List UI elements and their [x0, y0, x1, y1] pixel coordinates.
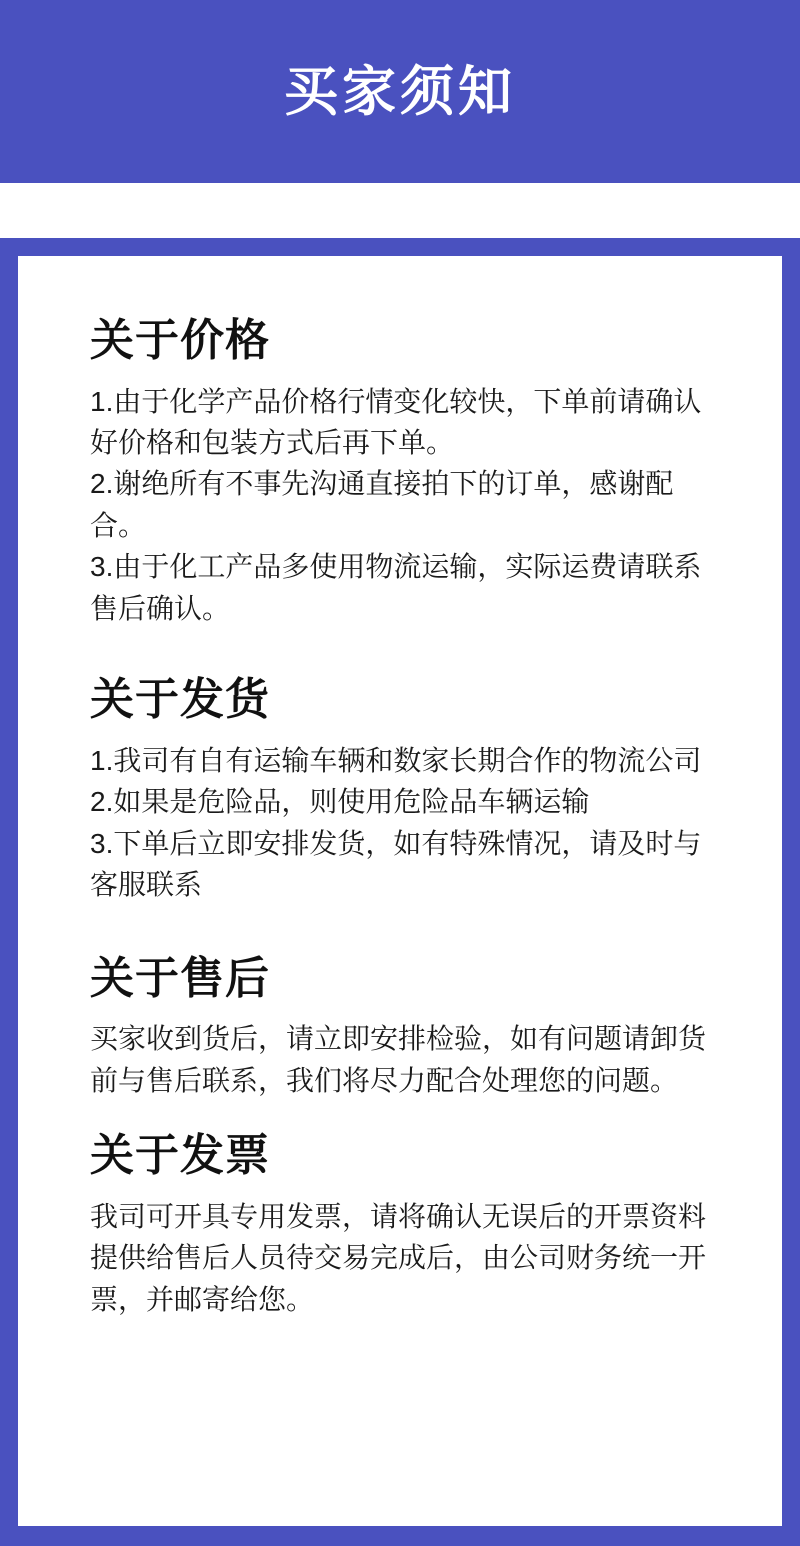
section-line: 2.谢绝所有不事先沟通直接拍下的订单，感谢配合。 [90, 468, 674, 541]
section-line: 我司可开具专用发票，请将确认无误后的开票资料提供给售后人员待交易完成后，由公司财务统一开票，并邮寄给您。 [90, 1200, 707, 1315]
content-card-frame [0, 238, 800, 1544]
section-title-about-price: 关于价格 [90, 316, 270, 365]
section-line: 1.由于化学产品价格行情变化较快，下单前请确认好价格和包装方式后再下单。 [90, 385, 702, 459]
content-card [18, 256, 782, 1526]
banner-divider-strip [0, 183, 800, 238]
section-body-about-price [90, 381, 710, 630]
section-line: 3.由于化工产品多使用物流运输，实际运费请联系售后确认。 [90, 551, 702, 624]
section-body-about-invoice [90, 1196, 710, 1320]
section-about-price [90, 316, 710, 629]
section-line: 3.下单后立即安排发货，如有特殊情况，请及时与客服联系 [90, 827, 702, 901]
section-body-about-after-sales [90, 1018, 710, 1101]
section-title-about-invoice: 关于发票 [90, 1131, 270, 1181]
page-title: 买家须知 [284, 61, 516, 122]
section-line: 买家收到货后，请立即安排检验，如有问题请卸货前与售后联系，我们将尽力配合处理您的问题。 [90, 1023, 707, 1096]
page-banner [0, 0, 800, 183]
section-about-invoice [90, 1131, 710, 1320]
section-line: 1.我司有自有运输车辆和数家长期合作的物流公司 [90, 744, 702, 776]
section-line: 2.如果是危险品，则使用危险品车辆运输 [90, 786, 590, 818]
section-title-about-shipping: 关于发货 [90, 675, 270, 725]
section-about-after-sales [90, 954, 710, 1101]
section-title-about-after-sales: 关于售后 [90, 953, 270, 1003]
section-body-about-shipping [90, 740, 710, 906]
section-about-shipping [90, 675, 710, 905]
